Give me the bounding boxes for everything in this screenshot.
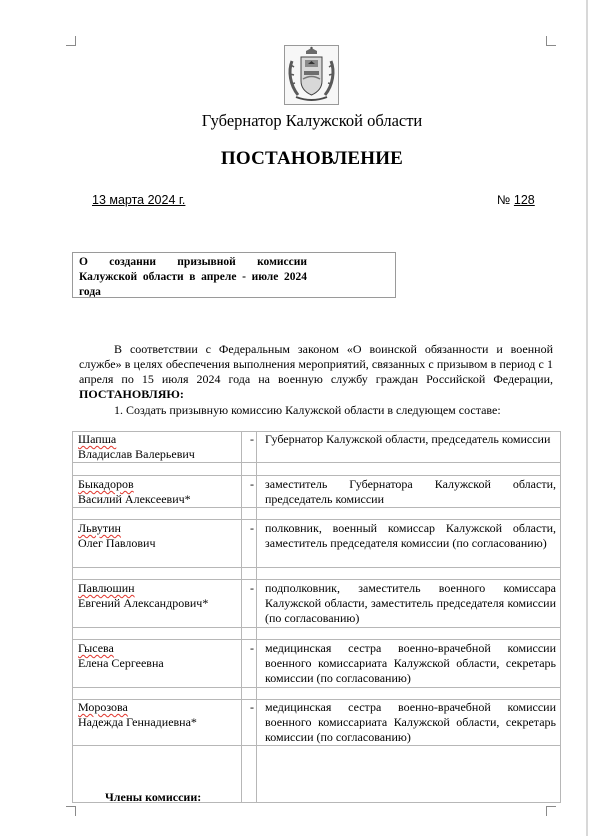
member-dash: - [250, 432, 254, 446]
subject-frame [72, 252, 396, 298]
margin-corner-bottom-left [66, 806, 76, 816]
member-name [78, 432, 195, 462]
member-dash: - [250, 521, 254, 535]
document-type: ПОСТАНОВЛЕНИЕ [220, 148, 404, 169]
members-heading: Члены комиссии: [105, 790, 202, 804]
preamble-text: В соответствии с Федеральным законом «О воинской обязанности и военной службе» в целях обеспечения выполнения мероприятий, связанных с призывом в период с 1 апреля по 15 июля 2024 года на военную службу граждан Российской Федерации, [79, 342, 553, 386]
member-role: медицинская сестра военно-врачебной комиссии военного комиссариата Калужской области, секретарь комиссии (по согласованию) [265, 700, 556, 744]
member-role: медицинская сестра военно-врачебной комиссии военного комиссариата Калужской области, секретарь комиссии (по согласованию) [265, 641, 556, 685]
member-surname: Быкадоров [78, 477, 134, 491]
member-name [78, 641, 164, 671]
table-line [72, 639, 561, 640]
table-line [256, 431, 257, 803]
margin-corner-bottom-right [546, 806, 556, 816]
preamble-paragraph [79, 342, 553, 402]
member-dash: - [250, 581, 254, 595]
member-role: подполковник, заместитель военного комиссара Калужской области, заместитель председателя комиссии (по согласованию) [265, 581, 556, 625]
member-name [78, 477, 191, 507]
member-surname: Львутин [78, 521, 121, 535]
table-line [72, 462, 561, 463]
margin-corner-top-left [66, 36, 76, 46]
item-1-text: 1. Создать призывную комиссию Калужской области в следующем составе: [114, 403, 501, 417]
table-line [72, 745, 561, 746]
member-dash: - [250, 477, 254, 491]
member-surname: Гысева [78, 641, 114, 655]
table-line [72, 519, 561, 520]
table-line [72, 567, 561, 568]
number-sign: № [497, 193, 511, 207]
member-surname: Шапша [78, 432, 117, 446]
number-value: 128 [513, 193, 535, 207]
member-role: Губернатор Калужской области, председатель комиссии [265, 432, 551, 446]
member-role: заместитель Губернатора Калужской области, председатель комиссии [265, 477, 556, 506]
table-line [72, 687, 561, 688]
table-line [72, 579, 561, 580]
governor-title: Губернатор Калужской области [201, 111, 423, 130]
member-given-name: Евгений Александрович* [78, 596, 209, 610]
document-number [497, 193, 535, 207]
member-name [78, 521, 156, 551]
table-line [72, 475, 561, 476]
table-line [72, 627, 561, 628]
table-line [72, 507, 561, 508]
member-given-name: Владислав Валерьевич [78, 447, 195, 461]
coat-of-arms-icon [284, 45, 339, 105]
member-surname: Павлюшин [78, 581, 135, 595]
table-line [241, 431, 242, 803]
member-name [78, 581, 208, 611]
member-surname: Морозова [78, 700, 128, 714]
decree-word: ПОСТАНОВЛЯЮ: [79, 387, 184, 401]
member-dash: - [250, 641, 254, 655]
member-given-name: Надежда Геннадиевна* [78, 715, 197, 729]
table-line [560, 431, 561, 803]
member-name [78, 700, 197, 730]
document-date: 13 марта 2024 г. [92, 193, 186, 207]
margin-corner-top-right [546, 36, 556, 46]
member-role: полковник, военный комиссар Калужской области, заместитель председателя комиссии (по согласованию) [265, 521, 556, 550]
member-given-name: Василий Алексеевич* [78, 492, 191, 506]
member-given-name: Елена Сергеевна [78, 656, 164, 670]
member-dash: - [250, 700, 254, 714]
member-given-name: Олег Павлович [78, 536, 156, 550]
table-line [72, 431, 73, 803]
document-subject: О созданни призывной комиссии Калужской области в апреле - июле 2024 года [79, 256, 307, 298]
